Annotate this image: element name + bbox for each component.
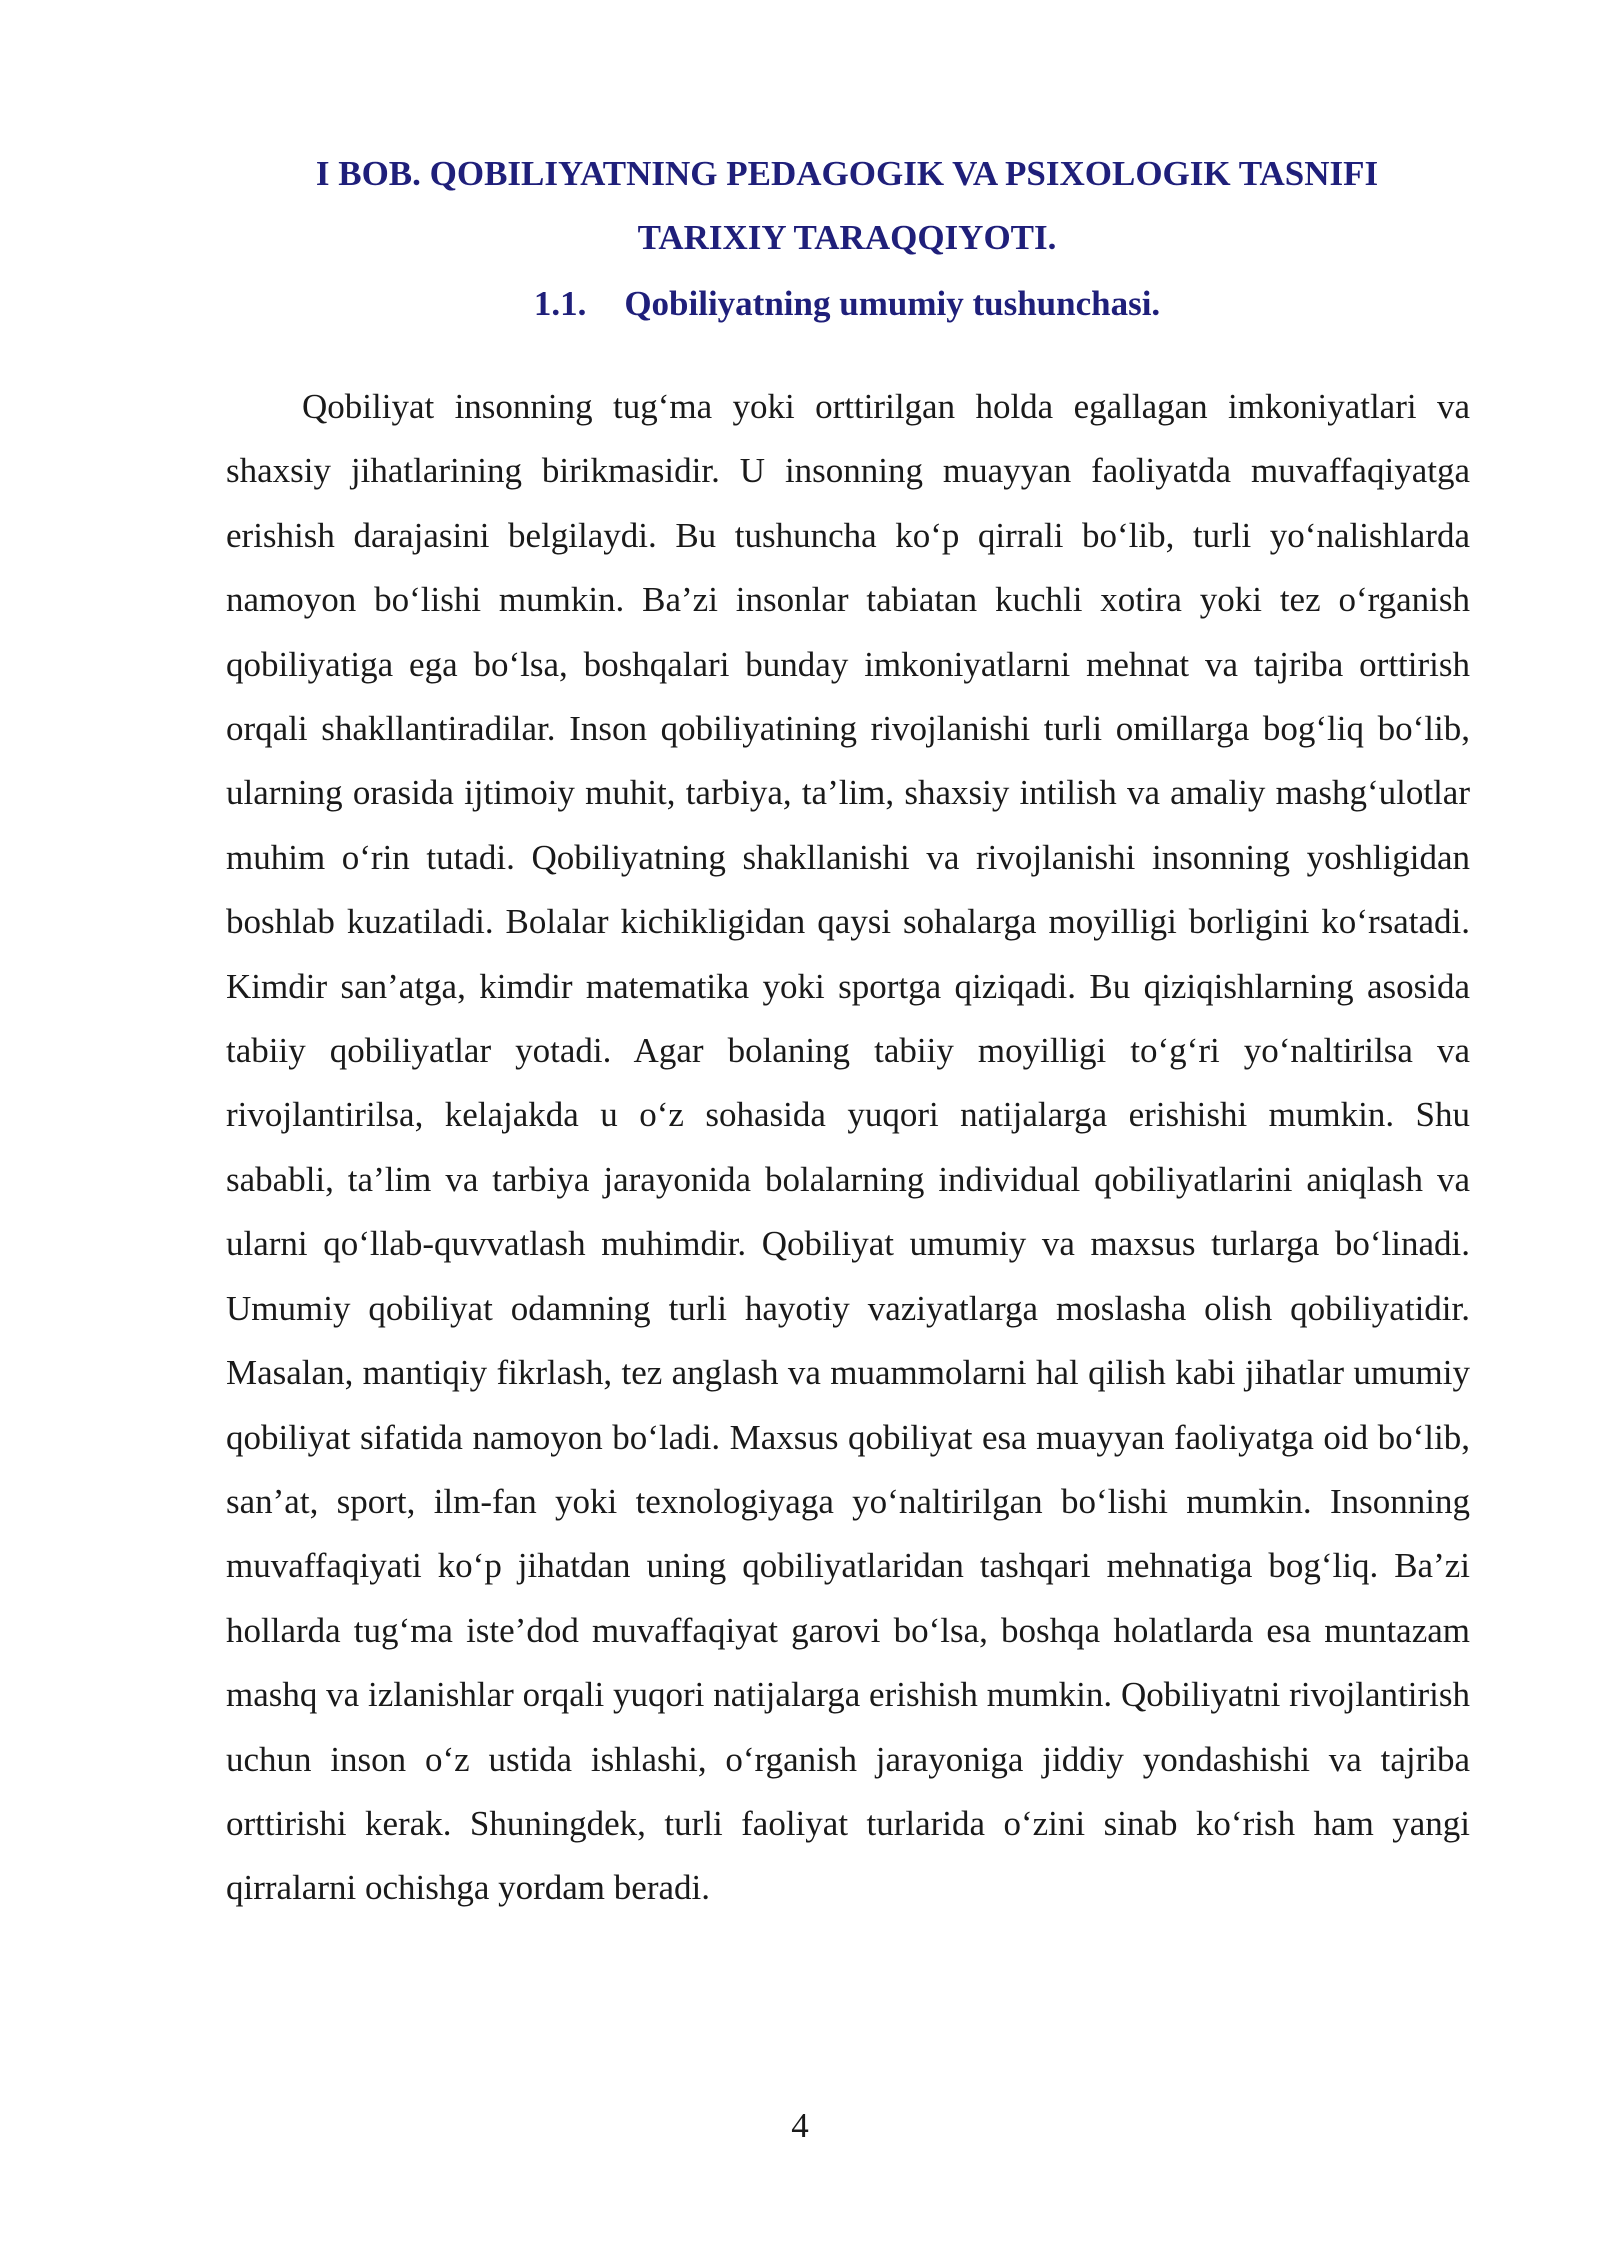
section-heading bbox=[226, 282, 1468, 326]
body-paragraph: Qobiliyat insonning tug‘ma yoki orttirilgan holda egallagan imkoniyatlari va shaxsiy jihatlarining birikmasidir. U insonning muayyan faoliyatda muvaffaqiyatga erishish darajasini belgilaydi. Bu tushuncha ko‘p qirrali bo‘lib, turli yo‘nalishlarda namoyon bo‘lishi mumkin. Ba’zi insonlar tabiatan kuchli xotira yoki tez o‘rganish qobiliyatiga ega bo‘lsa, boshqalari bunday imkoniyatlarni mehnat va tajriba orttirish orqali shakllantiradilar. Inson qobiliyatining rivojlanishi turli omillarga bog‘liq bo‘lib, ularning orasida ijtimoiy muhit, tarbiya, ta’lim, shaxsiy intilish va amaliy mashg‘ulotlar muhim o‘rin tutadi. Qobiliyatning shakllanishi va rivojlanishi insonning yoshligidan boshlab kuzatiladi. Bolalar kichikligidan qaysi sohalarga moyilligi borligini ko‘rsatadi. Kimdir san’atga, kimdir matematika yoki sportga qiziqadi. Bu qiziqishlarning asosida tabiiy qobiliyatlar yotadi. Agar bolaning tabiiy moyilligi to‘g‘ri yo‘naltirilsa va rivojlantirilsa, kelajakda u o‘z sohasida yuqori natijalarga erishishi mumkin. Shu sababli, ta’lim va tarbiya jarayonida bolalarning individual qobiliyatlarini aniqlash va ularni qo‘llab-quvvatlash muhimdir. Qobiliyat umumiy va maxsus turlarga bo‘linadi. Umumiy qobiliyat odamning turli hayotiy vaziyatlarga moslasha olish qobiliyatidir. Masalan, mantiqiy fikrlash, tez anglash va muammolarni hal qilish kabi jihatlar umumiy qobiliyat sifatida namoyon bo‘ladi. Maxsus qobiliyat esa muayyan faoliyatga oid bo‘lib, san’at, sport, ilm-fan yoki texnologiyaga yo‘naltirilgan bo‘lishi mumkin. Insonning muvaffaqiyati ko‘p jihatdan uning qobiliyatlaridan tashqari mehnatiga bog‘liq. Ba’zi hollarda tug‘ma iste’dod muvaffaqiyat garovi bo‘lsa, boshqa holatlarda esa muntazam mashq va izlanishlar orqali yuqori natijalarga erishish mumkin. Qobiliyatni rivojlantirish uchun inson o‘z ustida ishlashi, o‘rganish jarayoniga jiddiy yondashishi va tajriba orttirishi kerak. Shuningdek, turli faoliyat turlarida o‘zini sinab ko‘rish ham yangi qirralarni ochishga yordam beradi. bbox=[226, 387, 1470, 1908]
chapter-title-line-1: I BOB. QOBILIYATNING PEDAGOGIK VA PSIXOLOGIK TASNIFI bbox=[315, 154, 1379, 193]
chapter-title-line-2: TARIXIY TARAQQIYOTI. bbox=[637, 218, 1057, 257]
page-number: 4 bbox=[791, 2106, 809, 2145]
section-number: 1.1. bbox=[533, 284, 587, 323]
section-title: Qobiliyatning umumiy tushunchasi. bbox=[624, 284, 1161, 323]
